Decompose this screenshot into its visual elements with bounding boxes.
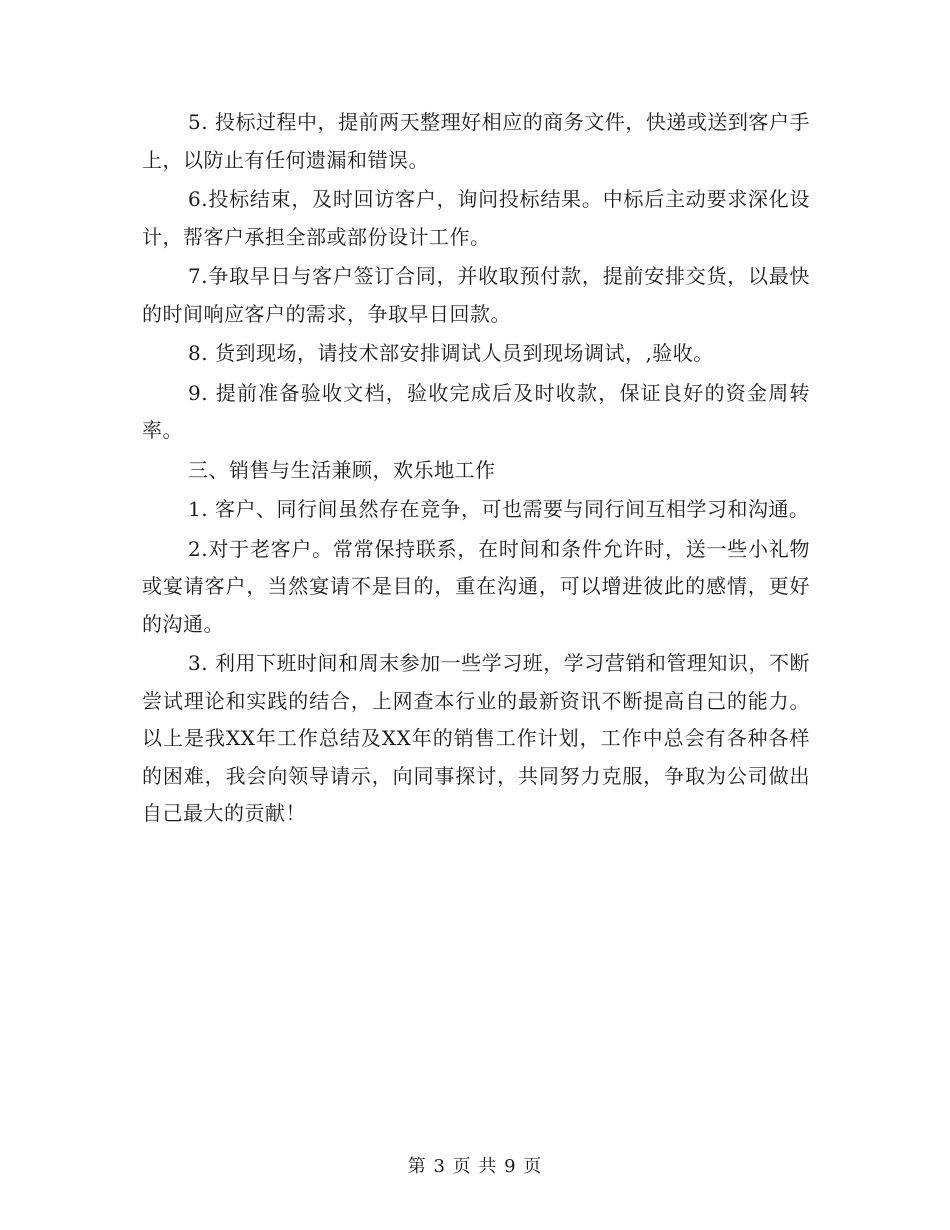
paragraph-item-7: 7.争取早日与客户签订合同，并收取预付款，提前安排交货，以最快的时间响应客户的需求，争取早日回款。 [142,264,810,326]
paragraph-item-5: 5. 投标过程中，提前两天整理好相应的商务文件，快递或送到客户手上，以防止有任何遗漏和错误。 [142,110,810,172]
section-heading: 三、销售与生活兼顾，欢乐地工作 [188,457,496,482]
document-body [142,104,810,835]
page-number-footer: 第 3 页 共 9 页 [407,1156,543,1177]
paragraph-item-1: 1. 客户、同行间虽然存在竞争，可也需要与同行间互相学习和沟通。 [188,497,810,521]
paragraph-item-9: 9. 提前准备验收文档，验收完成后及时收款，保证良好的资金周转率。 [142,380,810,442]
paragraph-item-8: 8. 货到现场，请技术部安排调试人员到现场调试，,验收。 [188,341,714,365]
paragraph-item-3: 3. 利用下班时间和周末参加一些学习班，学习营销和管理知识，不断尝试理论和实践的结合，上网查本行业的最新资讯不断提高自己的能力。以上是我XX年工作总结及XX年的销售工作计划，工作中总会有各种各样的困难，我会向领导请示，向同事探讨，共同努力克服，争取为公司做出自己最大的贡献！ [142,651,810,825]
paragraph-item-6: 6.投标结束，及时回访客户，询问投标结果。中标后主动要求深化设计，帮客户承担全部或部份设计工作。 [142,187,810,249]
paragraph-item-2: 2.对于老客户。常常保持联系，在时间和条件允许时，送一些小礼物或宴请客户，当然宴请不是目的，重在沟通，可以增进彼此的感情，更好的沟通。 [142,536,810,636]
